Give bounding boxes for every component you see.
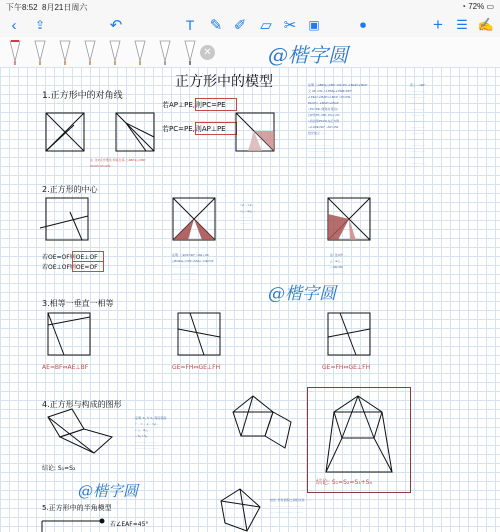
section-label: 若PC=PE,则AP⊥PE	[162, 125, 226, 133]
watermark: @楷字圆	[78, 482, 139, 500]
back-chevron-icon[interactable]: ‹	[11, 16, 17, 34]
section-label: 若OE⊥OF则OE=OF	[42, 264, 98, 271]
microphone-icon[interactable]: ⏺	[359, 17, 366, 32]
page-title: 正方形中的模型	[175, 74, 273, 90]
section-label: GE=FH⇔GE⊥FH	[322, 364, 371, 371]
image-icon[interactable]: ▣	[308, 18, 320, 32]
section5-diagram	[38, 513, 108, 532]
section2-diagrams	[38, 192, 378, 252]
scissors-icon[interactable]: ✂	[283, 17, 297, 34]
pen-color-strip	[0, 37, 500, 68]
proof-notes: 证明 △ABP≌△CBP ∴PA=PC ∠BAP=∠BCP 又 AP⊥PE ∴∠PAB+∠PEB=180° ∠PEC=∠BAP=∠BCP ∴PC=PE PA=PC, ∠BAP=∠BCP … ∴PC=PE (等角对等边) 过P作PF⊥BC, PG⊥CD ∴四边形PFCG为正方形 ∴∠APE=90° ∴AP⊥PE 结论成立 …… …………………… …………………… …………………… …………………… ……………………	[308, 83, 368, 165]
close-strip-button[interactable]: ✕	[200, 45, 215, 60]
highlight-box	[72, 261, 104, 272]
note-canvas[interactable]: 正方形中的模型 @楷字圆 @楷字圆 @楷字圆 1.正方形中的对角线 若AP⊥PE,则PC=PE 若PC=PE,则AP⊥PE 注: 过P点作垂线 构造全等 △ABP≌△CBP PA=PC PC=PE 证明 △ABP≌△CBP ∴PA=PC ∠BAP=∠BCP 又 AP⊥PE ∴∠PAB+∠PEB=180° ∠PEC=∠BAP=∠BCP ∴PC=PE PA=PC, ∠BAP=∠BCP … ∴PC=PE (等角对等边) 过P作PF⊥BC, PG⊥CD ∴四边形PFCG为正方形 ∴∠APE=90° ∴AP⊥PE 结论成立 …… …………………… …………………… …………………… …………………… …………………… 若∠…=90° …………… …………… …………… …………… …………… …………… …………… …………… …………… …………… …………… …………… …………… 2.正方形的中心 若OE=OF则OE⊥OF 若OE⊥OF则OE=OF ∵∠…=∠… ∴△…≌△… ………… ………… ………… 证明: ∠EOF=90° ∴OE⊥OF △BOE≌△COF (ASA) ∴OE=OF …………………… …………………… …………………… 证: 过O作 … △…≌△… ∴ OE=OF …………… 3.相等一垂直一相等 AE=BF⇔AE⊥BF GE=FH⇔GE⊥FH GE=FH⇔GE⊥FH 4.正方形与构成的图形 结论: S₁=S₂ 证明: S₁ 与 S₂ 等底等高 ∵ …=… ∠…=∠… ∴ △…≌△… ∴ S₁ = S₂ …………………… …………………… …………………… 结论: S₁=S₂=S₃+S₄ 5.正方形中的半角模型 若∠EAF=45° 结论: 所有面积之间的关系 …… …………………………… ……………………………	[0, 67, 500, 532]
status-bar	[0, 0, 500, 13]
highlighter-icon[interactable]: ✐	[233, 17, 247, 34]
section-label: 若OE=OF则OE⊥OF	[42, 254, 98, 261]
pen-swatches[interactable]	[0, 37, 200, 67]
pen-icon[interactable]: ✎	[209, 17, 223, 34]
add-icon[interactable]: +	[433, 15, 443, 34]
battery-indicator: ◔ 72% ▭	[461, 2, 494, 11]
section-label: 若AP⊥PE,则PC=PE	[162, 101, 226, 109]
text-tool-icon[interactable]: T	[185, 17, 195, 33]
section-heading: 4.正方形与构成的图形	[42, 400, 122, 409]
section-label: 结论: S₁=S₂=S₃+S₄	[316, 479, 372, 486]
section-label: 结论: S₁=S₂	[42, 465, 76, 472]
notes-toolbar	[0, 13, 500, 38]
pen-swatch-red	[10, 40, 20, 65]
framed-diagram	[312, 392, 406, 478]
eraser-icon[interactable]: ▱	[260, 17, 272, 34]
section3-diagrams	[38, 307, 378, 367]
section-heading: 5.正方形中的半角模型	[42, 504, 112, 512]
section-label: 若∠EAF=45°	[110, 521, 149, 528]
section-label: GE=FH⇔GE⊥FH	[172, 364, 221, 371]
section4-diagram-b	[225, 392, 295, 462]
section5-diagram-b	[215, 487, 265, 532]
share-icon[interactable]: ⇪	[34, 18, 46, 32]
section-heading: 3.相等一垂直一相等	[42, 299, 114, 308]
list-icon[interactable]: ☰	[456, 17, 468, 32]
compose-icon[interactable]: ✍	[477, 17, 495, 32]
status-time: 下午8:52 8月21日周六	[6, 3, 88, 12]
section-heading: 1.正方形中的对角线	[42, 91, 123, 101]
watermark: @楷字圆	[268, 43, 348, 67]
section-heading: 2.正方形的中心	[42, 185, 98, 194]
section-label: AE=BF⇔AE⊥BF	[42, 364, 89, 371]
watermark: @楷字圆	[268, 284, 336, 304]
undo-icon[interactable]: ↶	[109, 17, 123, 34]
